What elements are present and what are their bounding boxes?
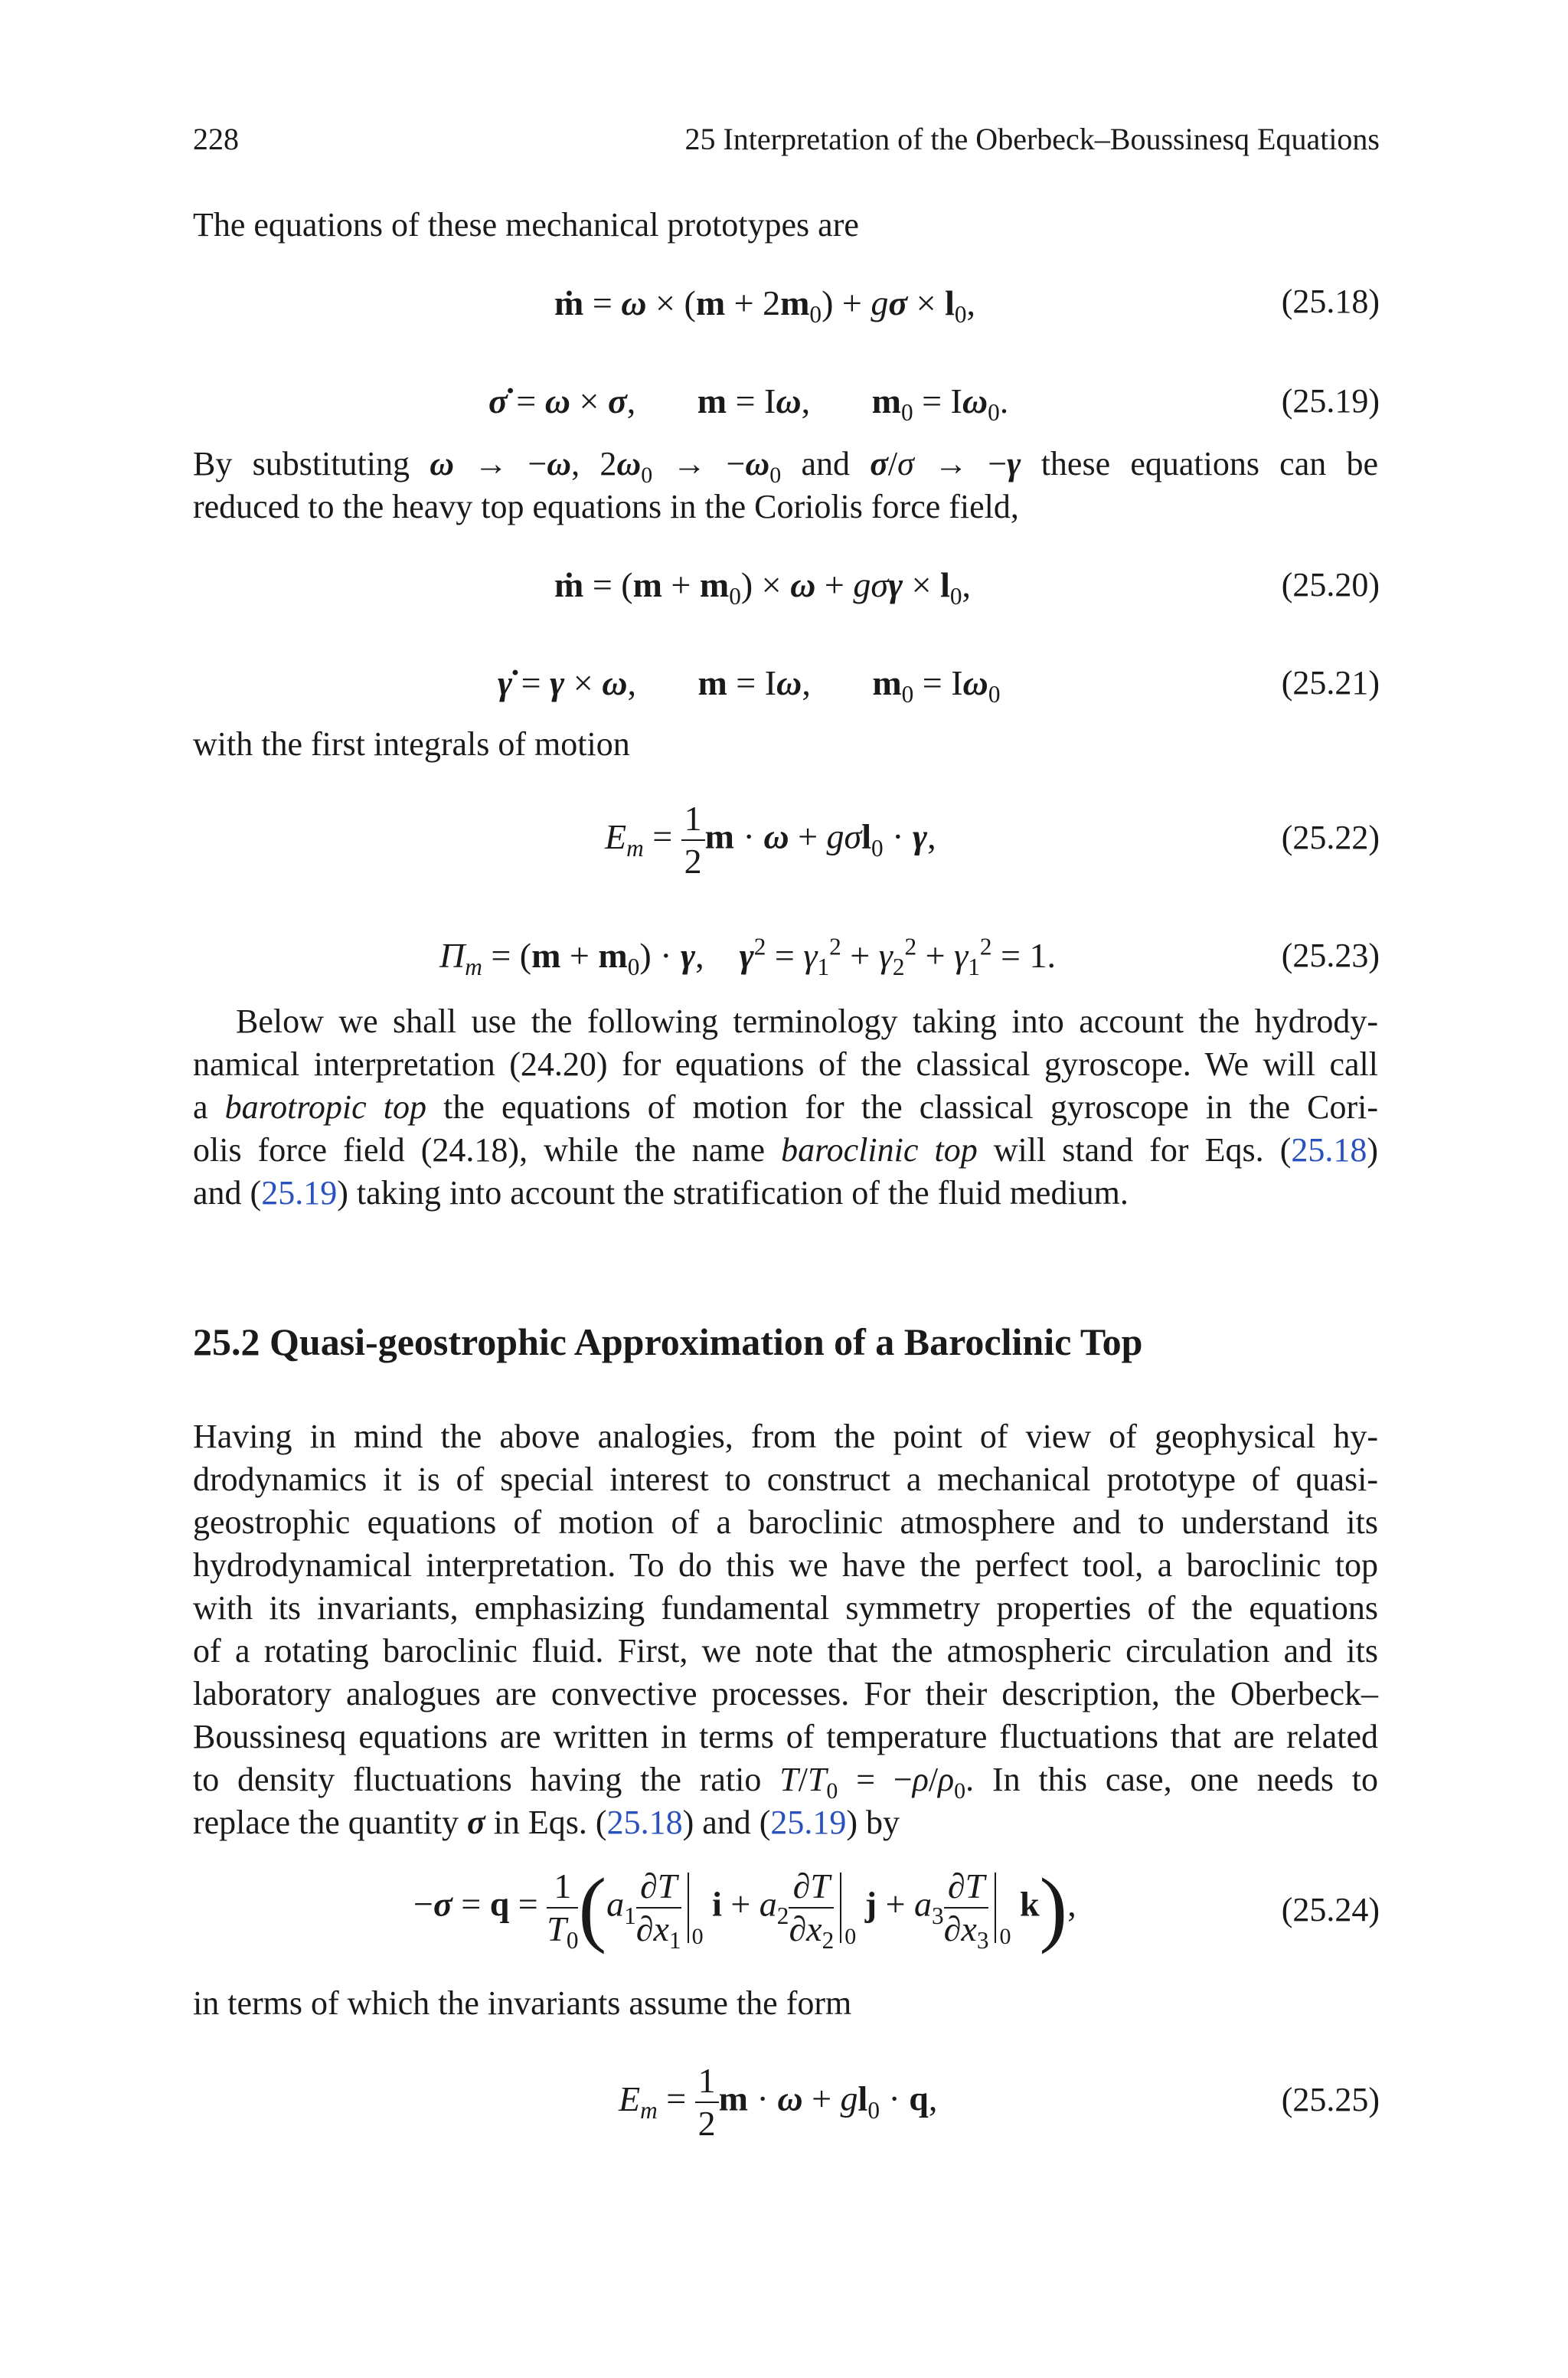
eq-number-25-22: (25.22)	[1281, 819, 1380, 856]
eq-number-25-20: (25.20)	[1281, 566, 1380, 603]
equation-25-21: γ̇ = γ × ω, m = Iω, $m_0 = I\omega_0$	[498, 663, 1001, 708]
running-head: 25 Interpretation of the Oberbeck–Boussinesq Equations	[684, 122, 1380, 156]
subst-text-2: and	[801, 445, 850, 482]
substitution-paragraph: By substituting ω → −ω, $2\omega_0 \to -\omega_0$ and σ/σ → −γ these equations can be reduced to the heavy top equations in the Coriolis force field,	[193, 443, 1378, 528]
eq-number-25-25: (25.25)	[1281, 2081, 1380, 2118]
equation-25-22: $E_m$ = $\frac{1}{2}$ m · ω + gσl$_0$ · γ,	[605, 799, 936, 881]
equation-25-18: ṁ = $\omega \times (m + 2m_0) + g\sigma \times l_0$,	[554, 283, 975, 329]
invariants-text: in terms of which the invariants assume the form	[193, 1984, 852, 2022]
eq-number-25-24: (25.24)	[1281, 1891, 1380, 1928]
section-title: 25.2 Quasi-geostrophic Approximation of a Baroclinic Top	[193, 1320, 1143, 1363]
eq-number-25-21: (25.21)	[1281, 664, 1380, 702]
equation-25-25: $E_m$ = $\frac{1}{2}$ $m \cdot \omega + gl_0 \cdot q$,	[619, 2061, 938, 2143]
equation-25-19: σ̇ = ω × σ, m = Iω, $m_0 = I\omega_0$.	[488, 381, 1009, 427]
eq-link-25-19[interactable]: 25.19	[261, 1174, 338, 1212]
first-integrals-text: with the first integrals of motion	[193, 725, 630, 763]
eq-link-25-18[interactable]: 25.18	[1291, 1131, 1367, 1169]
eq-number-25-23: (25.23)	[1281, 937, 1380, 974]
subst-text-3: these equations can be	[1040, 445, 1379, 482]
terminology-paragraph: Below we shall use the following terminology taking into account the hydrody- namical interpretation (24.20) for equations of the classical gyroscope. We will call a barotropic top the equations of motion for the classical gyroscope in the Cori- olis force field (24.18), while the name baroclinic top will stand for Eqs. (25.18) and (25.19) taking into account the stratification of the fluid medium.	[193, 1003, 1379, 1212]
eq-link-25-19-b[interactable]: 25.19	[770, 1804, 847, 1841]
eq-link-25-18-b[interactable]: 25.18	[606, 1804, 683, 1841]
subst-text-1: By substituting	[193, 445, 410, 482]
equation-25-23: $\Pi_m = (m + m_0) \cdot \gamma$, $\gamma^2 = \gamma_1^2 + \gamma_2^2 + \gamma_1^2 = 1$.	[439, 933, 1056, 981]
equation-25-20: ṁ = $(m + m_0) \times \omega + g\sigma\gamma \times l_0$,	[554, 565, 972, 610]
section-paragraph: Having in mind the above analogies, from the point of view of geophysical hy- drodynamics it is of special interest to construct a mechanical prototype of quasi- geostrophic equations of motion of a baroclinic atmosphere and to understand its hydrodynamical interpretation. To do this we have the perfect tool, a baroclinic top with its invariants, emphasizing fundamental symmetry properties of the equations of a rotating baroclinic fluid. First, we note that the atmospheric circulation and its laboratory analogues are convective processes. For their description, the Oberbeck– Boussinesq equations are written in terms of temperature fluctuations that are related to density fluctuations having the ratio $T/T_0 = -\rho/\rho_0$. In this case, one needs to replace the quantity σ in Eqs. (25.18) and (25.19) by	[193, 1418, 1379, 1841]
intro-text: The equations of these mechanical prototypes are	[193, 206, 859, 244]
eq-number-25-18: (25.18)	[1281, 283, 1380, 320]
term-baroclinic-top: baroclinic top	[781, 1131, 978, 1169]
term-barotropic-top: barotropic top	[224, 1088, 426, 1126]
equation-25-24: −σ = q = $\frac{1}{T_0}$ ($a_1$ $\frac{\partial T}{\partial x_1}$ $_0$ $i + a_2$ $\frac{\partial T}{\partial x_2}$ $_0$ $j + a_3$ $\frac{\partial T}{\partial x_3}$ $_0$ k),	[413, 1861, 1076, 1954]
eq-number-25-19: (25.19)	[1281, 382, 1380, 420]
page-number: 228	[193, 122, 239, 156]
subst-text-4: reduced to the heavy top equations in the Coriolis force field,	[193, 488, 1019, 525]
intro-paragraph	[193, 204, 1378, 247]
